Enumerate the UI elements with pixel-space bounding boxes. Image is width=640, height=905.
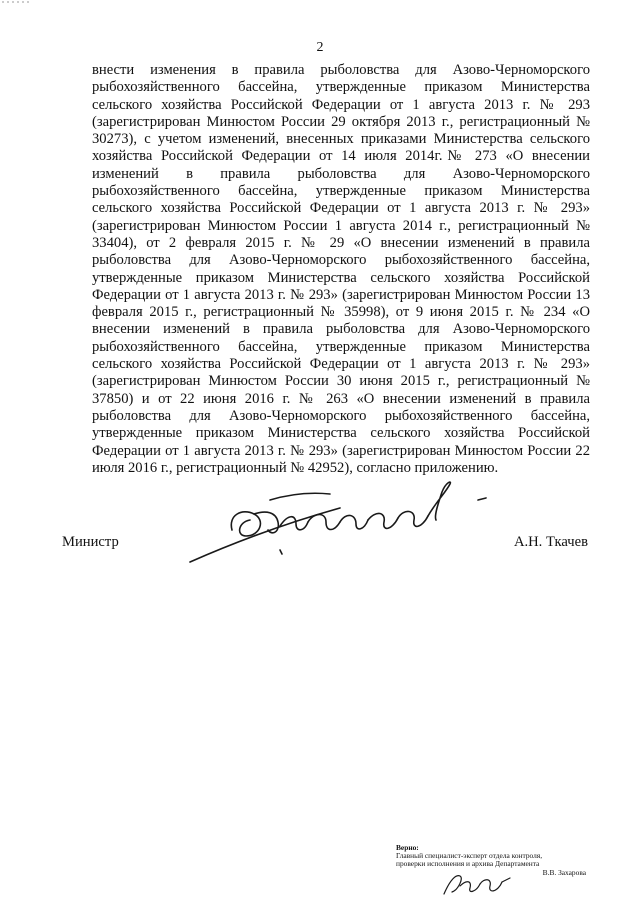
body-paragraph: внести изменения в правила рыболовства для Азово-Черноморского рыбохозяйственного бассейна, утвержденные приказом Министерства сельского хозяйства Российской Федерации от 1 августа 2013 г. № 293 (зарегистрирован Минюстом России 29 октября 2013 г., регистрационный № 30273), с учетом изменений, внесенных приказами Министерства сельского хозяйства Российской Федерации от 14 июля 2014г.№ 273 «О внесении изменений в правила рыболовства для Азово-Черноморского рыбохозяйственного бассейна, утвержденные приказом Министерства сельского хозяйства Российской Федерации от 1 августа 2013 г. № 293» (зарегистрирован Минюстом России 1 августа 2014 г., регистрационный № 33404), от 2 февраля 2015 г. № 29 «О внесении изменений в правила рыболовства для Азово-Черноморского рыбохозяйственного бассейна, утвержденные приказом Министерства сельского хозяйства Российской Федерации от 1 августа 2013 г. № 293» (зарегистрирован Минюстом России 13 февраля 2015 г., регистрационный № 35998), от 9 июня 2015 г. № 234 «О внесении изменений в правила рыболовства для Азово-Черноморского рыбохозяйственного бассейна, утвержденные приказом Министерства сельского хозяйства Российской Федерации от 1 августа 2013 г. № 293» (зарегистрирован Минюстом России 30 июня 2015 г., регистрационный № 37850) и от 22 июня 2016 г. № 263 «О внесении изменений в правила рыболовства для Азово-Черноморского рыбохозяйственного бассейна, утвержденные приказом Министерства сельского хозяйства Российской Федерации от 1 августа 2013 г. № 293» (зарегистрирован Минюстом России 22 июля 2016 г., регистрационный № 42952), согласно приложению. [92, 62, 590, 476]
signatory-role: Министр [62, 534, 119, 550]
page-number: 2 [316, 40, 324, 55]
document-body [92, 62, 590, 477]
certification-name: В.В. Захарова [542, 867, 586, 877]
certification-label: Верно: [396, 843, 419, 852]
signatory-name: А.Н. Ткачев [513, 534, 588, 550]
certification-line-1: Главный специалист-эксперт отдела контроля, [396, 851, 543, 861]
certification-line-2: проверки исполнения и архива Департамента [396, 859, 540, 869]
scan-corner-mark [0, 0, 40, 6]
certification-signature [440, 866, 520, 900]
signature-block [0, 530, 640, 570]
